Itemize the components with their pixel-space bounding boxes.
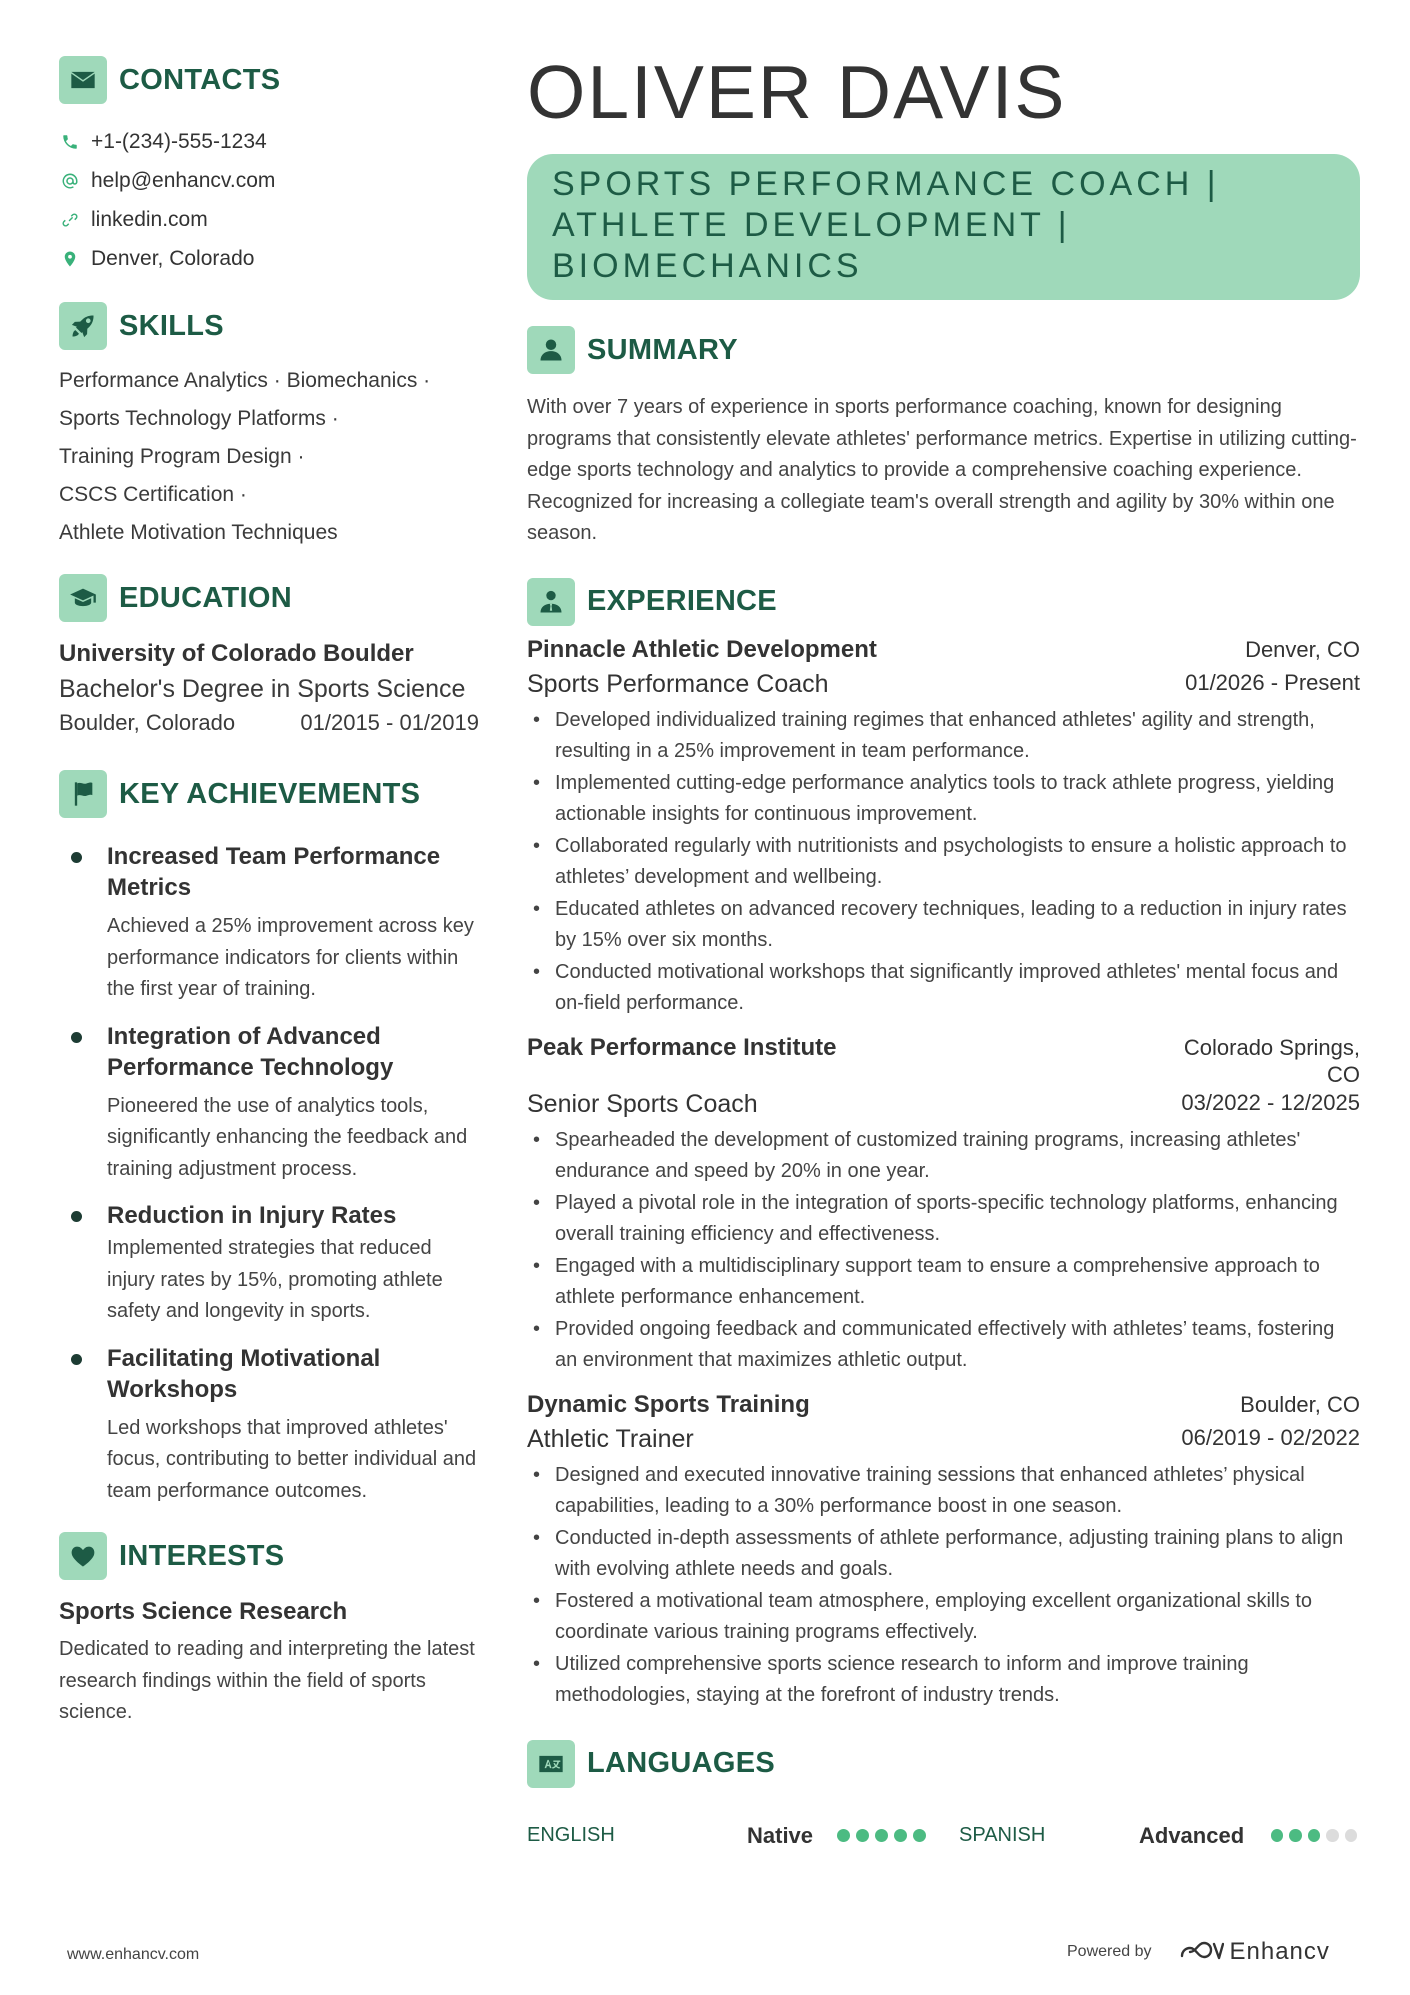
experience-header xyxy=(527,578,1360,626)
briefcase-user-icon xyxy=(527,578,575,626)
job-subheader xyxy=(527,1090,1360,1119)
education-degree: Bachelor's Degree in Sports Science xyxy=(59,675,466,703)
headline-box xyxy=(527,154,1360,300)
languages-header xyxy=(527,1740,1360,1788)
achievement-title: Increased Team Performance Metrics xyxy=(107,843,441,901)
headline-line: BIOMECHANICS xyxy=(552,247,863,285)
achievements-heading: KEY ACHIEVEMENTS xyxy=(119,777,421,810)
education-heading: EDUCATION xyxy=(119,581,292,614)
job-location: Colorado Springs, CO xyxy=(1183,1034,1360,1087)
job-subheader xyxy=(527,1425,1360,1454)
achievement-title: Reduction in Injury Rates xyxy=(107,1202,397,1229)
envelope-icon xyxy=(59,56,107,104)
left-column xyxy=(59,56,479,1729)
rating-dot-filled xyxy=(856,1829,869,1842)
language-name: SPANISH xyxy=(959,1824,1046,1846)
job-bullet: • Implemented cutting-edge performance analytics tools to track athlete progress, yielding actionable insights for continuous improvement. xyxy=(527,768,1360,831)
contacts-heading: CONTACTS xyxy=(119,63,281,96)
skills-list xyxy=(59,362,479,552)
interests-header xyxy=(59,1532,479,1580)
achievement-desc: Led workshops that improved athletes' focus, contributing to better individual and team performance outcomes. xyxy=(107,1416,477,1502)
experience-heading: EXPERIENCE xyxy=(587,585,777,617)
skills-header xyxy=(59,302,479,350)
bullet-dot xyxy=(71,1032,82,1043)
footer-brand xyxy=(1067,1938,1330,1966)
rating-dot-filled xyxy=(1308,1829,1320,1842)
job-header xyxy=(527,636,1360,664)
at-icon xyxy=(59,170,81,192)
bullet-dot xyxy=(71,1354,82,1365)
link-icon xyxy=(59,209,81,231)
achievement-desc: Achieved a 25% improvement across key performance indicators for clients within the first year of training. xyxy=(107,915,474,1000)
headline-line: ATHLETE DEVELOPMENT | xyxy=(552,206,1071,244)
job-entry xyxy=(527,636,1360,1020)
right-column xyxy=(527,52,1360,1852)
linkedin-text[interactable]: linkedin.com xyxy=(91,207,208,231)
language-level: Native xyxy=(747,1822,814,1848)
job-header xyxy=(527,1391,1360,1419)
job-bullets xyxy=(527,705,1360,1020)
job-bullet: • Spearheaded the development of customized training programs, increasing athletes' endurance and speed by 20% in one year. xyxy=(527,1125,1360,1188)
education-header xyxy=(59,574,479,622)
graduation-cap-icon xyxy=(59,574,107,622)
footer-website[interactable]: www.enhancv.com xyxy=(67,1946,200,1963)
enhancv-logo-icon xyxy=(1178,1939,1224,1965)
bullet-dot xyxy=(71,1211,82,1222)
translate-icon xyxy=(527,1740,575,1788)
interests-heading: INTERESTS xyxy=(119,1539,285,1572)
achievement-item xyxy=(59,841,479,1006)
bullet-dot xyxy=(71,852,82,863)
skill-line: CSCS Certification · xyxy=(59,483,247,506)
job-dates: 06/2019 - 02/2022 xyxy=(1181,1424,1360,1450)
summary-text: With over 7 years of experience in sports performance coaching, known for designing programs that consistently elevate athletes' performance metrics. Expertise in utilizing cutting-edge sports technology and analytics to provide a comprehensive coaching experience. Recognized for increasing a collegiate team's overall strength and agility by 30% within one season. xyxy=(527,396,1357,544)
powered-by-text: Powered by xyxy=(1067,1943,1152,1960)
rating-dot-filled xyxy=(894,1829,907,1842)
job-bullet: • Conducted in-depth assessments of athlete performance, adjusting training plans to align with evolving athlete needs and goals. xyxy=(527,1523,1360,1586)
achievements-header xyxy=(59,770,479,818)
rating-dot-filled xyxy=(1271,1829,1283,1842)
job-role: Athletic Trainer xyxy=(527,1424,694,1453)
languages-heading: LANGUAGES xyxy=(587,1747,775,1779)
headline-line: SPORTS PERFORMANCE COACH | xyxy=(552,165,1220,203)
skill-line: Training Program Design · xyxy=(59,445,305,468)
job-bullet: • Conducted motivational workshops that significantly improved athletes' mental focus and on-field performance. xyxy=(527,957,1360,1020)
job-company: Dynamic Sports Training xyxy=(527,1390,810,1418)
contact-list xyxy=(59,122,479,278)
education-dates: 01/2015 - 01/2019 xyxy=(300,710,479,735)
language-rating xyxy=(837,1829,959,1842)
job-bullet: • Played a pivotal role in the integration of sports-specific technology platforms, enhancing overall training efficiency and effectiveness. xyxy=(527,1188,1360,1251)
achievement-item xyxy=(59,1343,479,1508)
enhancv-brand-text: Enhancv xyxy=(1229,1938,1330,1965)
achievement-desc: Implemented strategies that reduced injury rates by 15%, promoting athlete safety and longevity in sports. xyxy=(107,1237,443,1322)
skill-line: Sports Technology Platforms · xyxy=(59,407,339,430)
job-bullet: • Utilized comprehensive sports science research to inform and improve training methodologies, staying at the forefront of industry trends. xyxy=(527,1649,1360,1712)
job-company: Peak Performance Institute xyxy=(527,1033,837,1061)
skill-line: Athlete Motivation Techniques xyxy=(59,521,338,544)
rocket-icon xyxy=(59,302,107,350)
language-rating xyxy=(1271,1829,1357,1842)
contact-phone xyxy=(59,122,479,161)
summary-header xyxy=(527,326,1360,374)
enhancv-logo[interactable] xyxy=(1178,1938,1330,1966)
skills-heading: SKILLS xyxy=(119,309,224,342)
phone-text[interactable]: +1-(234)-555-1234 xyxy=(91,129,267,153)
job-bullet: • Provided ongoing feedback and communicated effectively with athletes’ teams, fostering an environment that maximizes athletic output. xyxy=(527,1314,1360,1377)
achievement-item xyxy=(59,1021,479,1186)
flag-icon xyxy=(59,770,107,818)
language-name: ENGLISH xyxy=(527,1824,615,1846)
job-entry xyxy=(527,1034,1360,1377)
interest-desc: Dedicated to reading and interpreting the latest research findings within the field of sports science. xyxy=(59,1638,475,1723)
interest-title: Sports Science Research xyxy=(59,1598,348,1625)
rating-dot-filled xyxy=(1289,1829,1301,1842)
summary-heading: SUMMARY xyxy=(587,333,738,366)
job-location: Boulder, CO xyxy=(1240,1391,1360,1417)
job-bullet: • Collaborated regularly with nutritionists and psychologists to ensure a holistic approach to athletes’ development and wellbeing. xyxy=(527,831,1360,894)
achievement-item xyxy=(59,1200,479,1328)
skill-line: Performance Analytics · Biomechanics · xyxy=(59,369,431,392)
candidate-name: OLIVER DAVIS xyxy=(527,50,1067,134)
job-role: Sports Performance Coach xyxy=(527,669,829,698)
job-bullet: • Fostered a motivational team atmosphere, employing excellent organizational skills to coordinate various training programs effectively. xyxy=(527,1586,1360,1649)
achievement-title: Facilitating Motivational Workshops xyxy=(107,1344,381,1403)
job-dates: 03/2022 - 12/2025 xyxy=(1181,1089,1360,1115)
achievement-title: Integration of Advanced Performance Technology xyxy=(107,1022,394,1081)
email-text[interactable]: help@enhancv.com xyxy=(91,168,276,192)
rating-dot-filled xyxy=(913,1829,926,1842)
job-bullet: • Educated athletes on advanced recovery techniques, leading to a reduction in injury rates by 15% over six months. xyxy=(527,894,1360,957)
education-meta xyxy=(59,710,479,736)
phone-icon xyxy=(59,131,81,153)
job-bullet: • Developed individualized training regimes that enhanced athletes' agility and strength, resulting in a 25% improvement in team performance. xyxy=(527,705,1360,768)
contact-linkedin xyxy=(59,200,479,239)
rating-dot-filled xyxy=(837,1829,850,1842)
rating-dot-empty xyxy=(1345,1829,1357,1842)
education-location: Boulder, Colorado xyxy=(59,710,236,735)
job-location: Denver, CO xyxy=(1245,636,1360,662)
rating-dot-empty xyxy=(1326,1829,1338,1842)
job-bullets xyxy=(527,1125,1360,1377)
achievement-desc: Pioneered the use of analytics tools, significantly enhancing the feedback and training adjustment process. xyxy=(107,1094,468,1180)
job-company: Pinnacle Athletic Development xyxy=(527,635,877,663)
job-entry xyxy=(527,1391,1360,1712)
contact-location xyxy=(59,239,479,278)
job-subheader xyxy=(527,670,1360,699)
job-dates: 01/2026 - Present xyxy=(1185,669,1360,695)
map-pin-icon xyxy=(59,248,81,270)
language-level: Advanced xyxy=(1139,1822,1245,1848)
job-bullet: • Engaged with a multidisciplinary support team to ensure a comprehensive approach to athlete performance enhancement. xyxy=(527,1251,1360,1314)
job-bullet: • Designed and executed innovative training sessions that enhanced athletes’ physical capabilities, leading to a 30% performance boost in one season. xyxy=(527,1460,1360,1523)
job-header xyxy=(527,1034,1360,1088)
job-bullets xyxy=(527,1460,1360,1712)
contacts-header xyxy=(59,56,479,104)
heart-icon xyxy=(59,1532,107,1580)
user-icon xyxy=(527,326,575,374)
languages-row xyxy=(527,1820,1360,1852)
contact-email xyxy=(59,161,479,200)
job-role: Senior Sports Coach xyxy=(527,1089,758,1118)
education-school: University of Colorado Boulder xyxy=(59,640,414,667)
location-text: Denver, Colorado xyxy=(91,246,255,270)
rating-dot-filled xyxy=(875,1829,888,1842)
